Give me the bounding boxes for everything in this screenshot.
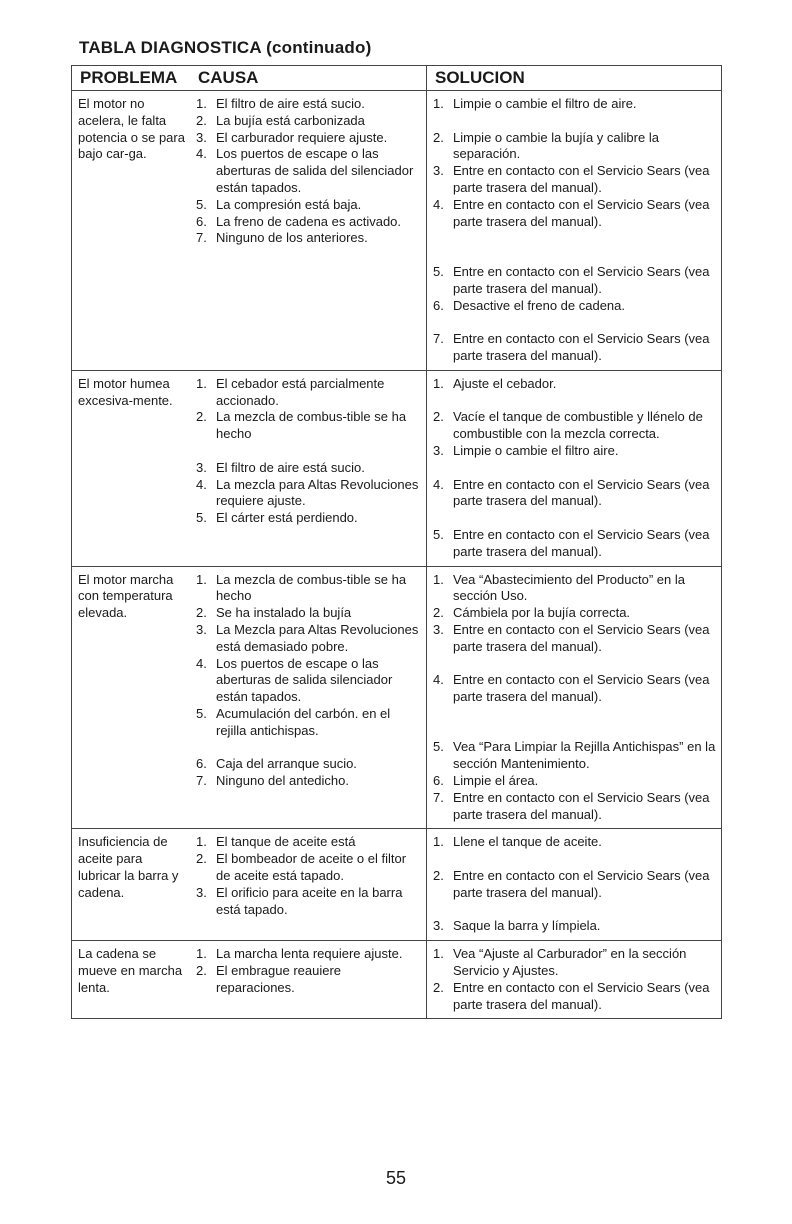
header-solucion: SOLUCION: [426, 66, 721, 90]
item-text: Vea “Abastecimiento del Producto” en la sección Uso.: [453, 571, 685, 604]
item-text: Acumulación del carbón. en el rejilla antichispas.: [216, 705, 391, 738]
item-text: El cárter está perdiendo.: [216, 510, 358, 526]
solution-cell: [426, 829, 721, 940]
item-number: 1.: [196, 834, 207, 850]
item-number: 7.: [433, 331, 444, 347]
solution-item: [433, 197, 717, 231]
header-problema: PROBLEMA: [80, 68, 178, 87]
solution-item: [433, 672, 717, 706]
solution-item: [433, 376, 717, 393]
item-text: El carburador requiere ajuste.: [216, 129, 388, 145]
item-text: La mezcla de combus-tible se ha hecho: [216, 409, 407, 442]
cause-item: [196, 477, 422, 511]
cause-item: [196, 656, 422, 706]
item-number: 1.: [196, 571, 207, 587]
item-text: Vea “Para Limpiar la Rejilla Antichispas” en la sección Mantenimiento.: [453, 739, 716, 772]
item-number: 7.: [433, 789, 444, 805]
cause-item: [196, 409, 422, 443]
item-text: Limpie o cambie el filtro aire.: [453, 442, 619, 458]
cause-item: [196, 214, 422, 231]
cause-item: [196, 376, 422, 410]
problem-cell: La cadena se mueve en marcha lenta.: [78, 946, 183, 995]
solution-item: [433, 443, 717, 460]
item-number: 5.: [196, 196, 207, 212]
item-number: 1.: [433, 96, 444, 111]
item-text: La mezcla de combus-tible se ha hecho: [216, 571, 407, 604]
solution-cell: [426, 371, 721, 566]
problem-cell: El motor humea excesiva-mente.: [78, 375, 173, 408]
item-number: 3.: [433, 621, 444, 637]
solution-item: [433, 946, 717, 980]
solution-item: [433, 130, 717, 164]
item-number: 6.: [433, 297, 444, 313]
item-text: El cebador está parcialmente accionado.: [216, 375, 385, 408]
cause-item: [196, 605, 422, 622]
solution-item: [433, 739, 717, 773]
item-number: 4.: [196, 655, 207, 671]
item-number: 3.: [196, 459, 207, 475]
item-number: 1.: [196, 375, 207, 391]
item-text: Entre en contacto con el Servicio Sears (vea parte trasera del manual).: [453, 476, 710, 509]
item-text: Entre en contacto con el Servicio Sears (vea parte trasera del manual).: [453, 672, 710, 705]
solution-item: [433, 868, 717, 902]
cause-item: [196, 197, 422, 214]
item-number: 2.: [196, 851, 207, 867]
item-number: 2.: [196, 605, 207, 621]
item-text: Entre en contacto con el Servicio Sears (vea parte trasera del manual).: [453, 331, 710, 363]
item-text: Entre en contacto con el Servicio Sears (vea parte trasera del manual).: [453, 979, 710, 1012]
solution-item: [433, 477, 717, 511]
item-text: Los puertos de escape o las aberturas de salida silenciador están tapados.: [216, 655, 393, 705]
cause-item: [196, 622, 422, 656]
cause-item: [196, 96, 422, 113]
item-text: El bombeador de aceite o el filtor de aceite está tapado.: [216, 851, 407, 884]
item-number: 3.: [196, 884, 207, 900]
item-number: 5.: [196, 510, 207, 526]
item-text: Llene el tanque de aceite.: [453, 834, 602, 850]
item-text: El tanque de aceite está: [216, 834, 356, 850]
item-text: Entre en contacto con el Servicio Sears (vea parte trasera del manual).: [453, 163, 710, 195]
item-text: Limpie el área.: [453, 773, 539, 789]
item-text: La mezcla para Altas Revoluciones requiere ajuste.: [216, 476, 419, 509]
cause-item: [196, 851, 422, 885]
cause-item: [196, 756, 422, 773]
item-number: 2.: [433, 605, 444, 621]
cause-cell: [190, 371, 426, 566]
item-number: 3.: [433, 918, 444, 934]
item-number: 2.: [196, 112, 207, 128]
item-text: Caja del arranque sucio.: [216, 756, 357, 772]
item-text: Limpie o cambie la bujía y calibre la separación.: [453, 129, 659, 162]
item-text: Entre en contacto con el Servicio Sears (vea parte trasera del manual).: [453, 526, 710, 559]
table-row: [72, 371, 721, 567]
item-number: 3.: [196, 621, 207, 637]
item-text: Entre en contacto con el Servicio Sears (vea parte trasera del manual).: [453, 868, 710, 900]
cause-item: [196, 834, 422, 851]
solution-item: [433, 298, 717, 315]
solution-item: [433, 918, 717, 935]
cause-item: [196, 773, 422, 790]
solution-item: [433, 980, 717, 1014]
item-number: 2.: [196, 963, 207, 979]
item-number: 2.: [433, 868, 444, 884]
item-number: 5.: [433, 526, 444, 542]
item-number: 2.: [433, 979, 444, 995]
cause-item: [196, 113, 422, 130]
solution-item: [433, 572, 717, 606]
item-number: 4.: [433, 476, 444, 492]
item-text: La freno de cadena es activado.: [216, 213, 402, 229]
solution-item: [433, 527, 717, 561]
item-number: 4.: [433, 196, 444, 212]
item-text: Entre en contacto con el Servicio Sears (vea parte trasera del manual).: [453, 263, 710, 296]
item-number: 1.: [196, 96, 207, 111]
item-number: 7.: [196, 773, 207, 789]
item-number: 2.: [433, 409, 444, 425]
item-text: Ajuste el cebador.: [453, 375, 557, 391]
solution-item: [433, 605, 717, 622]
table-row: [72, 829, 721, 941]
item-text: El filtro de aire está sucio.: [216, 96, 365, 111]
solution-cell: [426, 941, 721, 1018]
solution-item: [433, 834, 717, 851]
item-text: Ninguno del antedicho.: [216, 773, 349, 789]
solution-item: [433, 790, 717, 824]
table-header: [72, 66, 721, 91]
item-number: 6.: [433, 773, 444, 789]
item-text: La bujía está carbonizada: [216, 112, 365, 128]
cause-item: [196, 885, 422, 919]
cause-cell: [190, 91, 426, 370]
item-number: 1.: [433, 946, 444, 962]
item-number: 4.: [196, 146, 207, 162]
item-text: Desactive el freno de cadena.: [453, 297, 625, 313]
item-text: Se ha instalado la bujía: [216, 605, 352, 621]
item-text: El embrague reauiere reparaciones.: [216, 963, 342, 995]
item-number: 1.: [433, 571, 444, 587]
cause-item: [196, 946, 422, 963]
item-text: Los puertos de escape o las aberturas de salida del silenciador están tapados.: [216, 146, 414, 195]
item-text: Entre en contacto con el Servicio Sears (vea parte trasera del manual).: [453, 789, 710, 822]
solution-item: [433, 409, 717, 443]
cause-cell: [190, 941, 426, 1018]
problem-cell: El motor no acelera, le falta potencia o se para bajo car-ga.: [78, 96, 185, 162]
item-number: 1.: [433, 375, 444, 391]
solution-item: [433, 622, 717, 656]
solution-item: [433, 163, 717, 197]
solution-cell: [426, 91, 721, 370]
item-number: 6.: [196, 213, 207, 229]
solution-item: [433, 96, 717, 113]
diagnostic-table: [71, 65, 722, 1019]
item-text: La compresión está baja.: [216, 196, 362, 212]
table-row: [72, 567, 721, 830]
item-text: El orificio para aceite en la barra está tapado.: [216, 884, 403, 917]
item-text: Entre en contacto con el Servicio Sears (vea parte trasera del manual).: [453, 621, 710, 654]
item-number: 3.: [196, 129, 207, 145]
cause-item: [196, 963, 422, 997]
item-number: 2.: [196, 409, 207, 425]
cause-item: [196, 230, 422, 247]
item-text: Cámbiela por la bujía correcta.: [453, 605, 631, 621]
cause-cell: [190, 567, 426, 829]
item-text: La Mezcla para Altas Revoluciones está demasiado pobre.: [216, 621, 419, 654]
item-text: Saque la barra y límpiela.: [453, 918, 601, 934]
item-number: 4.: [433, 672, 444, 688]
cause-item: [196, 146, 422, 196]
cause-item: [196, 510, 422, 527]
item-text: Vacíe el tanque de combustible y llénelo de combustible con la mezcla correcta.: [453, 409, 703, 442]
item-number: 1.: [433, 834, 444, 850]
item-number: 2.: [433, 129, 444, 145]
item-number: 5.: [433, 263, 444, 279]
solution-cell: [426, 567, 721, 829]
item-number: 4.: [196, 476, 207, 492]
page-number: 55: [385, 1168, 407, 1188]
solution-item: [433, 264, 717, 298]
item-number: 3.: [433, 442, 444, 458]
page-title: TABLA DIAGNOSTICA (continuado): [79, 38, 372, 57]
item-text: Vea “Ajuste al Carburador” en la sección Servicio y Ajustes.: [453, 946, 687, 979]
item-text: Ninguno de los anteriores.: [216, 230, 368, 246]
problem-cell: Insuficiencia de aceite para lubricar la barra y cadena.: [78, 834, 179, 900]
item-number: 5.: [196, 705, 207, 721]
header-causa: CAUSA: [198, 68, 259, 87]
cause-item: [196, 460, 422, 477]
cause-item: [196, 130, 422, 147]
table-row: [72, 941, 721, 1018]
item-text: La marcha lenta requiere ajuste.: [216, 946, 403, 962]
cause-item: [196, 706, 422, 740]
solution-item: [433, 773, 717, 790]
item-number: 7.: [196, 230, 207, 246]
item-number: 5.: [433, 739, 444, 755]
cause-item: [196, 572, 422, 606]
table-row: [72, 91, 721, 371]
item-number: 3.: [433, 163, 444, 179]
item-text: Limpie o cambie el filtro de aire.: [453, 96, 637, 111]
cause-cell: [190, 829, 426, 940]
solution-item: [433, 331, 717, 365]
problem-cell: El motor marcha con temperatura elevada.: [78, 571, 174, 621]
item-number: 1.: [196, 946, 207, 962]
item-number: 6.: [196, 756, 207, 772]
item-text: Entre en contacto con el Servicio Sears (vea parte trasera del manual).: [453, 196, 710, 229]
item-text: El filtro de aire está sucio.: [216, 459, 365, 475]
